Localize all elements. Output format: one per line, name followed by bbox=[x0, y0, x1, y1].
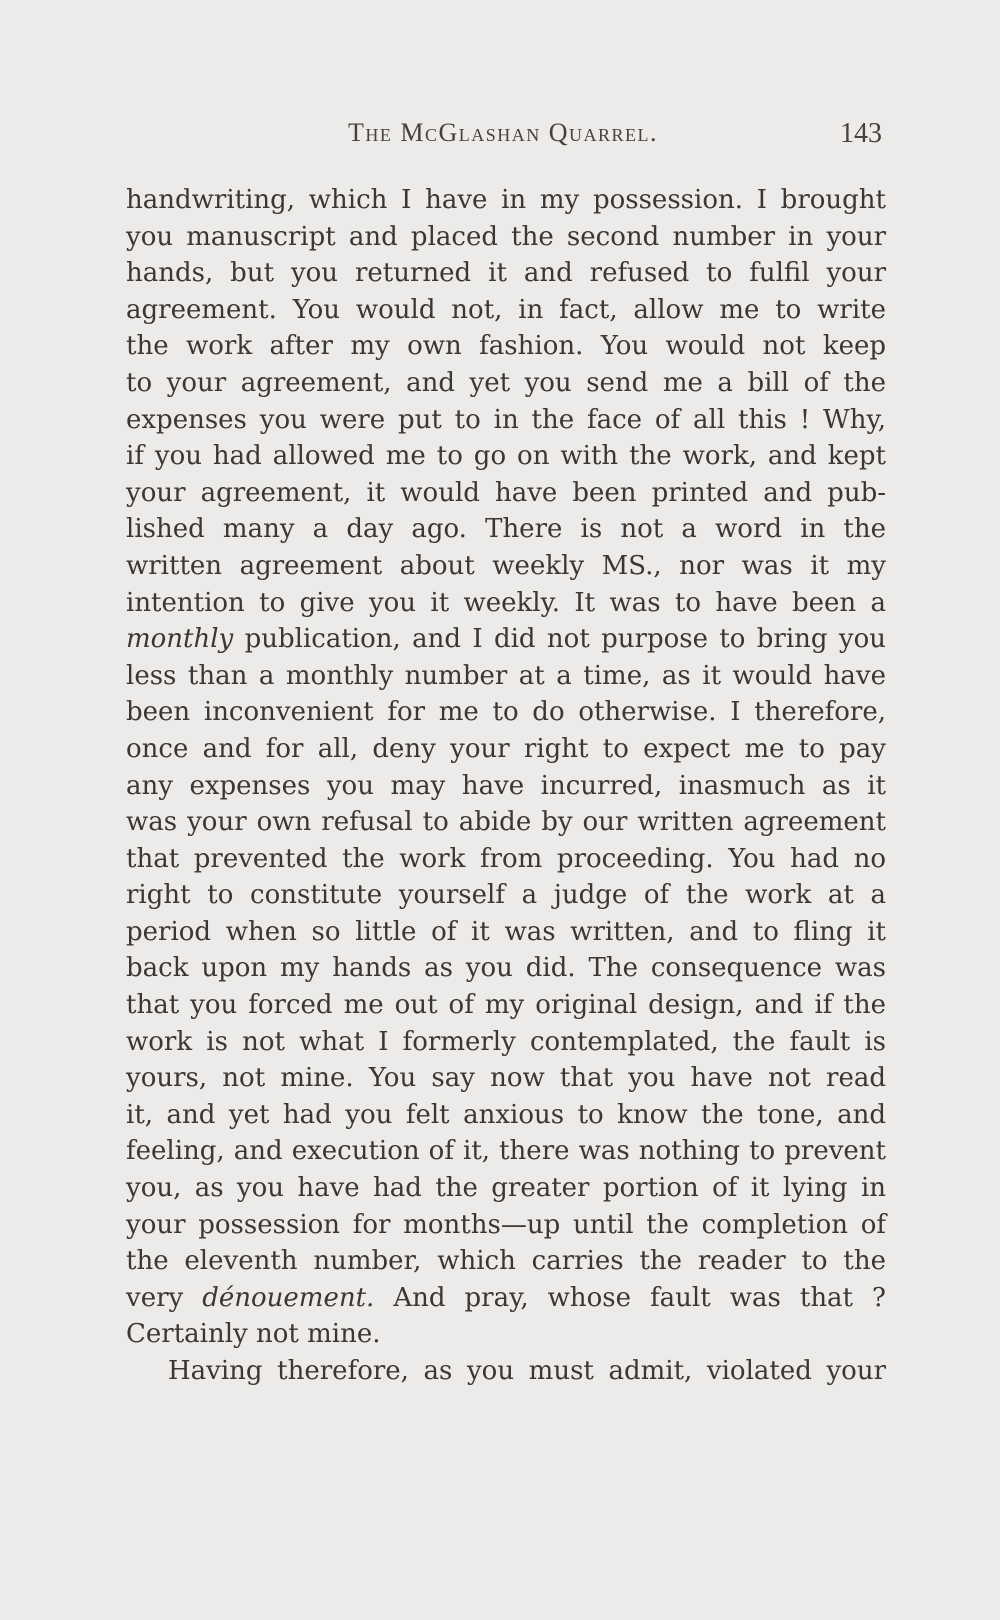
text-line: was your own refusal to abide by our written agreement bbox=[126, 807, 886, 838]
italic-denouement: dénouement. bbox=[202, 1282, 375, 1313]
text-line: if you had allowed me to go on with the work, and kept bbox=[126, 441, 886, 472]
text-line: work is not what I formerly contemplated, the fault is bbox=[126, 1026, 886, 1057]
text-line: you, as you have had the greater portion of it lying in bbox=[126, 1173, 886, 1204]
text-line: the eleventh number, which carries the reader to the bbox=[126, 1246, 886, 1277]
text-line-monthly bbox=[126, 621, 886, 658]
text-line: written agreement about weekly MS., nor was it my bbox=[126, 550, 886, 581]
text-segment: publication, and I did not purpose to bring you bbox=[233, 624, 886, 655]
text-line: hands, but you returned it and refused to fulfil your bbox=[126, 258, 886, 289]
text-line: back upon my hands as you did. The consequence was bbox=[126, 953, 886, 984]
text-line: once and for all, deny your right to expect me to pay bbox=[126, 733, 886, 764]
text-line: yours, not mine. You say now that you have not read bbox=[126, 1063, 886, 1094]
text-line: lished many a day ago. There is not a word in the bbox=[126, 514, 886, 545]
text-line: intention to give you it weekly. It was to have been a bbox=[126, 587, 886, 618]
text-line: your agreement, it would have been printed and pub- bbox=[126, 477, 886, 508]
text-line: any expenses you may have incurred, inasmuch as it bbox=[126, 770, 886, 801]
text-line: the work after my own fashion. You would not keep bbox=[126, 331, 886, 362]
text-line: handwriting, which I have in my possession. I brought bbox=[126, 185, 886, 215]
text-line: feeling, and execution of it, there was nothing to prevent bbox=[126, 1136, 886, 1167]
paragraph-end-line: Certainly not mine. bbox=[126, 1319, 381, 1350]
text-line-denouement bbox=[126, 1280, 886, 1317]
text-line: right to constitute yourself a judge of the work at a bbox=[126, 880, 886, 911]
paragraph-start-line: Having therefore, as you must admit, violated your bbox=[168, 1356, 886, 1386]
text-segment: very bbox=[126, 1282, 203, 1313]
running-title: The McGlashan Quarrel. bbox=[347, 118, 659, 147]
text-line: that prevented the work from proceeding. You had no bbox=[126, 843, 886, 874]
text-line: agreement. You would not, in fact, allow me to write bbox=[126, 294, 886, 325]
text-line: expenses you were put to in the face of all this ! Why, bbox=[126, 404, 886, 435]
text-line: you manuscript and placed the second number in your bbox=[126, 221, 886, 252]
text-line: your possession for months—up until the completion of bbox=[126, 1209, 886, 1240]
text-line: period when so little of it was written, and to fling it bbox=[126, 916, 886, 947]
text-line: that you forced me out of my original design, and if the bbox=[126, 990, 886, 1021]
text-line: it, and yet had you felt anxious to know the tone, and bbox=[126, 1099, 886, 1130]
text-line: less than a monthly number at a time, as it would have bbox=[126, 660, 886, 691]
body-text bbox=[126, 182, 886, 1390]
text-segment: And pray, whose fault was that ? bbox=[374, 1282, 886, 1313]
text-line: to your agreement, and yet you send me a bill of the bbox=[126, 367, 886, 398]
page-number: 143 bbox=[840, 118, 882, 149]
running-head bbox=[124, 118, 882, 158]
text-line: been inconvenient for me to do otherwise. I therefore, bbox=[126, 697, 886, 728]
italic-monthly: monthly bbox=[126, 624, 234, 655]
